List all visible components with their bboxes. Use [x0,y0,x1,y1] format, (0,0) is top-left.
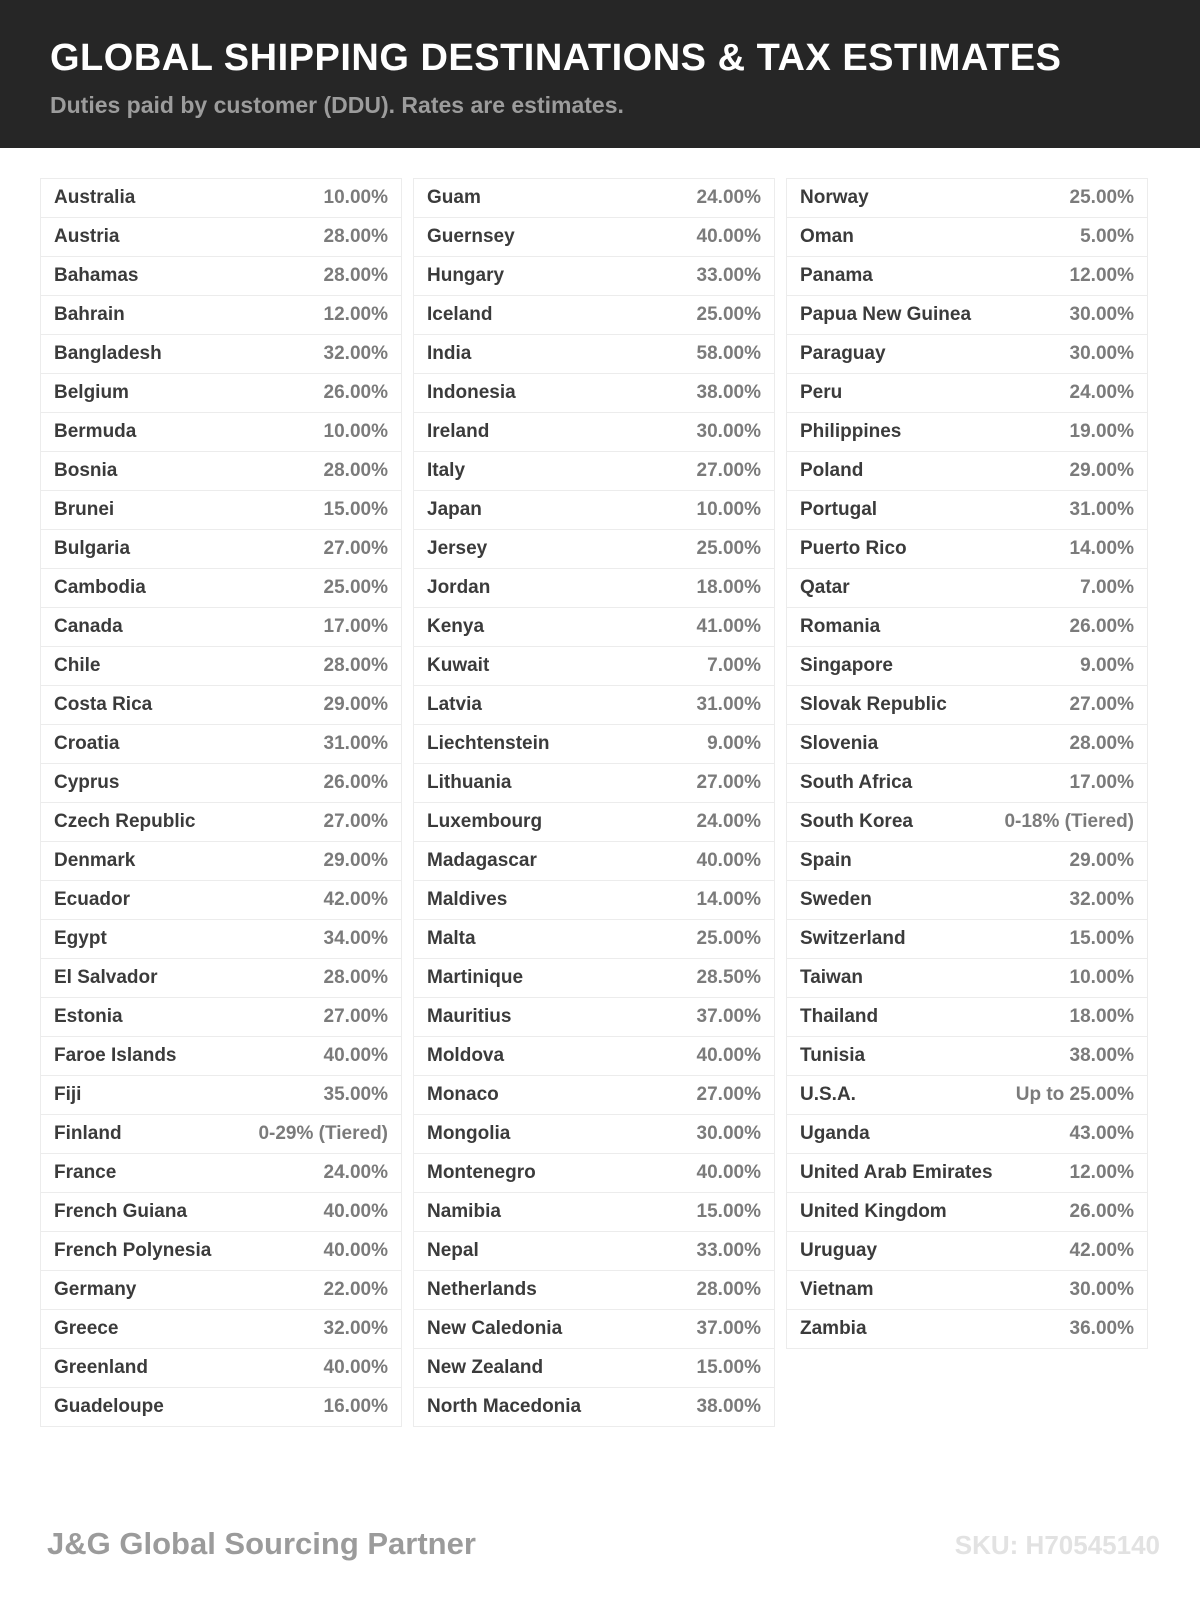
table-row [41,803,401,842]
tax-rate-value: 26.00% [1069,1201,1134,1222]
tax-rate-value: 32.00% [323,343,388,364]
country-label: Ireland [427,421,490,442]
country-label: Belgium [54,382,129,403]
tax-rate-value: 25.00% [1069,187,1134,208]
country-label: United Kingdom [800,1201,947,1222]
table-row [41,764,401,803]
country-label: Montenegro [427,1162,536,1183]
tax-rate-value: 24.00% [696,811,761,832]
country-label: Costa Rica [54,694,153,715]
country-label: Portugal [800,499,878,520]
table-row [787,1232,1147,1271]
country-label: Liechtenstein [427,733,550,754]
tax-rate-value: 33.00% [696,1240,761,1261]
country-label: Oman [800,226,854,247]
table-row [787,1115,1147,1154]
table-row [414,764,774,803]
tax-rate-value: 14.00% [1069,538,1134,559]
country-label: Australia [54,187,136,208]
tax-rate-value: 24.00% [323,1162,388,1183]
table-row [787,530,1147,569]
country-label: France [54,1162,117,1183]
country-label: Uruguay [800,1240,878,1261]
country-label: Hungary [427,265,505,286]
country-label: South Korea [800,811,913,832]
tax-rate-value: 38.00% [1069,1045,1134,1066]
page-footer [47,1526,1160,1562]
tax-rate-value: 17.00% [1069,772,1134,793]
tax-rate-value: 24.00% [696,187,761,208]
country-label: Greenland [54,1357,148,1378]
table-row [787,491,1147,530]
tax-rate-value: 15.00% [696,1201,761,1222]
table-row [787,1076,1147,1115]
table-row [787,686,1147,725]
table-row [41,1349,401,1388]
tax-rate-value: 40.00% [696,1162,761,1183]
table-row [414,998,774,1037]
tax-rate-value: 12.00% [1069,265,1134,286]
table-row [414,959,774,998]
tax-rate-value: 30.00% [1069,343,1134,364]
tax-rate-value: 5.00% [1080,226,1134,247]
tax-rate-value: 27.00% [696,772,761,793]
country-label: Tunisia [800,1045,866,1066]
country-label: Germany [54,1279,137,1300]
table-row [787,959,1147,998]
country-label: Uganda [800,1123,870,1144]
table-row [787,374,1147,413]
country-label: Bulgaria [54,538,131,559]
country-label: Slovenia [800,733,879,754]
table-row [41,179,401,218]
table-row [41,257,401,296]
table-row [41,296,401,335]
table-row [787,920,1147,959]
tax-rate-value: 35.00% [323,1084,388,1105]
table-row [414,1388,774,1426]
country-label: Puerto Rico [800,538,907,559]
country-label: Japan [427,499,482,520]
country-label: Ecuador [54,889,131,910]
tax-rate-value: 31.00% [323,733,388,754]
table-row [787,803,1147,842]
country-label: South Africa [800,772,913,793]
tax-table-column-3 [786,178,1148,1349]
tax-rate-value: 19.00% [1069,421,1134,442]
country-label: Brunei [54,499,115,520]
country-label: Poland [800,460,864,481]
table-row [41,647,401,686]
tax-rate-value: 32.00% [1069,889,1134,910]
table-row [41,608,401,647]
table-row [414,1271,774,1310]
table-row [41,335,401,374]
tax-rate-value: 28.50% [696,967,761,988]
table-row [41,959,401,998]
tax-rate-value: 38.00% [696,382,761,403]
tax-rate-value: 27.00% [323,538,388,559]
country-label: Cambodia [54,577,146,598]
tax-table-column-1 [40,178,402,1427]
table-row [41,530,401,569]
table-row [414,1037,774,1076]
table-row [414,842,774,881]
country-label: Czech Republic [54,811,196,832]
tax-rate-value: 0-18% (Tiered) [1004,811,1134,832]
table-row [414,881,774,920]
tax-rate-value: 31.00% [696,694,761,715]
table-row [41,374,401,413]
tax-rate-value: 29.00% [323,850,388,871]
table-row [41,218,401,257]
table-row [41,1388,401,1426]
country-label: Finland [54,1123,122,1144]
tax-rate-value: 27.00% [323,811,388,832]
country-label: Greece [54,1318,119,1339]
table-row [414,179,774,218]
tax-rate-value: 22.00% [323,1279,388,1300]
tax-rate-value: 38.00% [696,1396,761,1417]
table-row [414,1076,774,1115]
table-row [41,1232,401,1271]
table-row [787,881,1147,920]
country-label: Singapore [800,655,893,676]
country-label: Jordan [427,577,491,598]
tax-rate-value: 25.00% [323,577,388,598]
table-row [414,647,774,686]
tax-rate-value: 16.00% [323,1396,388,1417]
country-label: Monaco [427,1084,499,1105]
table-row [787,608,1147,647]
tax-rate-value: 29.00% [323,694,388,715]
tax-rate-value: 30.00% [696,421,761,442]
brand-name: J&G Global Sourcing Partner [47,1526,476,1561]
tax-rate-value: 9.00% [707,733,761,754]
table-row [414,491,774,530]
country-label: India [427,343,472,364]
table-row [414,530,774,569]
tax-rate-value: 30.00% [1069,1279,1134,1300]
table-row [41,842,401,881]
tax-rate-value: 7.00% [1080,577,1134,598]
country-label: Paraguay [800,343,886,364]
table-row [414,1154,774,1193]
country-label: Bermuda [54,421,137,442]
table-row [787,569,1147,608]
tax-rate-value: 29.00% [1069,850,1134,871]
tax-rate-value: 40.00% [696,1045,761,1066]
tax-rate-value: 27.00% [323,1006,388,1027]
tax-rate-value: 25.00% [696,304,761,325]
country-label: Estonia [54,1006,123,1027]
table-row [414,374,774,413]
tax-rate-value: 32.00% [323,1318,388,1339]
table-row [787,413,1147,452]
country-label: Thailand [800,1006,879,1027]
table-row [41,686,401,725]
table-row [414,413,774,452]
country-label: Netherlands [427,1279,537,1300]
table-row [41,920,401,959]
table-row [41,1154,401,1193]
table-row [787,335,1147,374]
tax-rate-value: 34.00% [323,928,388,949]
tax-rate-value: 28.00% [1069,733,1134,754]
tax-rate-value: Up to 25.00% [1015,1084,1134,1105]
country-label: Bosnia [54,460,118,481]
table-row [787,764,1147,803]
country-label: North Macedonia [427,1396,582,1417]
table-row [414,218,774,257]
tax-rate-value: 58.00% [696,343,761,364]
country-label: New Caledonia [427,1318,563,1339]
tax-rate-value: 28.00% [323,265,388,286]
table-row [414,1193,774,1232]
country-label: Martinique [427,967,524,988]
tax-rate-value: 40.00% [323,1357,388,1378]
tax-rate-value: 25.00% [696,538,761,559]
sku-label: SKU: H70545140 [954,1530,1160,1560]
tax-rate-value: 15.00% [696,1357,761,1378]
page-header [0,0,1200,148]
country-label: El Salvador [54,967,158,988]
table-row [41,1271,401,1310]
table-row [787,1310,1147,1348]
country-label: Fiji [54,1084,82,1105]
tax-rate-value: 27.00% [696,460,761,481]
table-row [41,1310,401,1349]
country-label: Romania [800,616,881,637]
country-label: Papua New Guinea [800,304,972,325]
country-label: Iceland [427,304,493,325]
tax-rate-value: 26.00% [323,382,388,403]
country-label: Norway [800,187,869,208]
table-row [787,218,1147,257]
country-label: Guernsey [427,226,515,247]
tax-rate-table [40,178,1148,1427]
tax-rate-value: 42.00% [1069,1240,1134,1261]
tax-rate-value: 12.00% [323,304,388,325]
tax-rate-value: 18.00% [696,577,761,598]
table-row [787,647,1147,686]
country-label: Jersey [427,538,488,559]
tax-rate-value: 15.00% [323,499,388,520]
tax-rate-value: 33.00% [696,265,761,286]
tax-rate-value: 28.00% [323,655,388,676]
tax-rate-value: 37.00% [696,1006,761,1027]
table-row [787,842,1147,881]
country-label: Chile [54,655,101,676]
page-title: GLOBAL SHIPPING DESTINATIONS & TAX ESTIMATES [50,37,1062,79]
country-label: Lithuania [427,772,512,793]
country-label: Madagascar [427,850,537,871]
tax-rate-value: 10.00% [323,187,388,208]
tax-rate-value: 40.00% [323,1045,388,1066]
tax-rate-value: 30.00% [696,1123,761,1144]
tax-rate-value: 26.00% [323,772,388,793]
table-row [414,1115,774,1154]
country-label: New Zealand [427,1357,544,1378]
tax-rate-value: 40.00% [696,850,761,871]
country-label: Bahrain [54,304,125,325]
page-subtitle: Duties paid by customer (DDU). Rates are estimates. [50,91,624,118]
table-row [414,686,774,725]
tax-rate-value: 10.00% [323,421,388,442]
table-row [787,1037,1147,1076]
table-row [41,1037,401,1076]
country-label: Maldives [427,889,508,910]
country-label: Slovak Republic [800,694,947,715]
country-label: Namibia [427,1201,501,1222]
country-label: Guam [427,187,481,208]
country-label: Faroe Islands [54,1045,177,1066]
tax-rate-value: 7.00% [707,655,761,676]
country-label: French Guiana [54,1201,188,1222]
table-row [414,296,774,335]
country-label: Nepal [427,1240,479,1261]
tax-rate-value: 28.00% [323,226,388,247]
tax-rate-value: 28.00% [696,1279,761,1300]
table-row [41,491,401,530]
country-label: Qatar [800,577,850,598]
table-row [41,725,401,764]
table-row [41,1115,401,1154]
country-label: Mauritius [427,1006,512,1027]
tax-rate-value: 40.00% [696,226,761,247]
tax-rate-value: 14.00% [696,889,761,910]
tax-rate-value: 27.00% [1069,694,1134,715]
country-label: Bahamas [54,265,139,286]
country-label: Austria [54,226,120,247]
table-row [414,335,774,374]
country-label: Philippines [800,421,902,442]
country-label: Bangladesh [54,343,162,364]
table-row [41,452,401,491]
country-label: Moldova [427,1045,505,1066]
tax-rate-value: 40.00% [323,1201,388,1222]
tax-rate-value: 18.00% [1069,1006,1134,1027]
tax-rate-value: 26.00% [1069,616,1134,637]
table-row [414,1232,774,1271]
table-row [414,920,774,959]
tax-rate-value: 0-29% (Tiered) [258,1123,388,1144]
tax-rate-value: 17.00% [323,616,388,637]
table-row [41,881,401,920]
table-row [787,1193,1147,1232]
table-row [414,803,774,842]
tax-rate-value: 37.00% [696,1318,761,1339]
table-row [414,569,774,608]
tax-rate-value: 15.00% [1069,928,1134,949]
tax-rate-value: 36.00% [1069,1318,1134,1339]
country-label: Italy [427,460,466,481]
table-row [414,608,774,647]
country-label: French Polynesia [54,1240,212,1261]
tax-rate-value: 29.00% [1069,460,1134,481]
tax-table-column-2 [413,178,775,1427]
table-row [41,413,401,452]
table-row [787,452,1147,491]
country-label: Latvia [427,694,482,715]
country-label: Mongolia [427,1123,511,1144]
tax-rate-value: 43.00% [1069,1123,1134,1144]
tax-rate-value: 9.00% [1080,655,1134,676]
country-label: Malta [427,928,476,949]
country-label: Egypt [54,928,107,949]
table-row [787,1271,1147,1310]
table-row [414,452,774,491]
table-row [41,569,401,608]
country-label: Spain [800,850,852,871]
tax-rate-value: 28.00% [323,460,388,481]
table-row [787,179,1147,218]
table-row [414,1310,774,1349]
country-label: Cyprus [54,772,120,793]
tax-rate-value: 28.00% [323,967,388,988]
tax-rate-value: 40.00% [323,1240,388,1261]
table-row [787,296,1147,335]
table-row [787,1154,1147,1193]
country-label: Denmark [54,850,136,871]
country-label: Kenya [427,616,485,637]
tax-rate-value: 30.00% [1069,304,1134,325]
country-label: Vietnam [800,1279,874,1300]
tax-rate-value: 12.00% [1069,1162,1134,1183]
country-label: Kuwait [427,655,490,676]
table-row [414,725,774,764]
country-label: Panama [800,265,873,286]
country-label: Canada [54,616,123,637]
country-label: United Arab Emirates [800,1162,993,1183]
country-label: Taiwan [800,967,863,988]
tax-rate-value: 24.00% [1069,382,1134,403]
country-label: Croatia [54,733,120,754]
table-row [787,257,1147,296]
table-row [41,1076,401,1115]
table-row [414,1349,774,1388]
table-row [41,1193,401,1232]
table-row [414,257,774,296]
tax-rate-value: 10.00% [1069,967,1134,988]
country-label: U.S.A. [800,1084,856,1105]
country-label: Sweden [800,889,872,910]
country-label: Zambia [800,1318,867,1339]
tax-rate-value: 31.00% [1069,499,1134,520]
tax-rate-value: 27.00% [696,1084,761,1105]
tax-rate-value: 41.00% [696,616,761,637]
country-label: Guadeloupe [54,1396,164,1417]
country-label: Switzerland [800,928,906,949]
country-label: Luxembourg [427,811,543,832]
table-row [787,998,1147,1037]
table-row [41,998,401,1037]
country-label: Peru [800,382,843,403]
table-row [787,725,1147,764]
country-label: Indonesia [427,382,516,403]
tax-rate-value: 42.00% [323,889,388,910]
tax-rate-value: 10.00% [696,499,761,520]
tax-rate-value: 25.00% [696,928,761,949]
